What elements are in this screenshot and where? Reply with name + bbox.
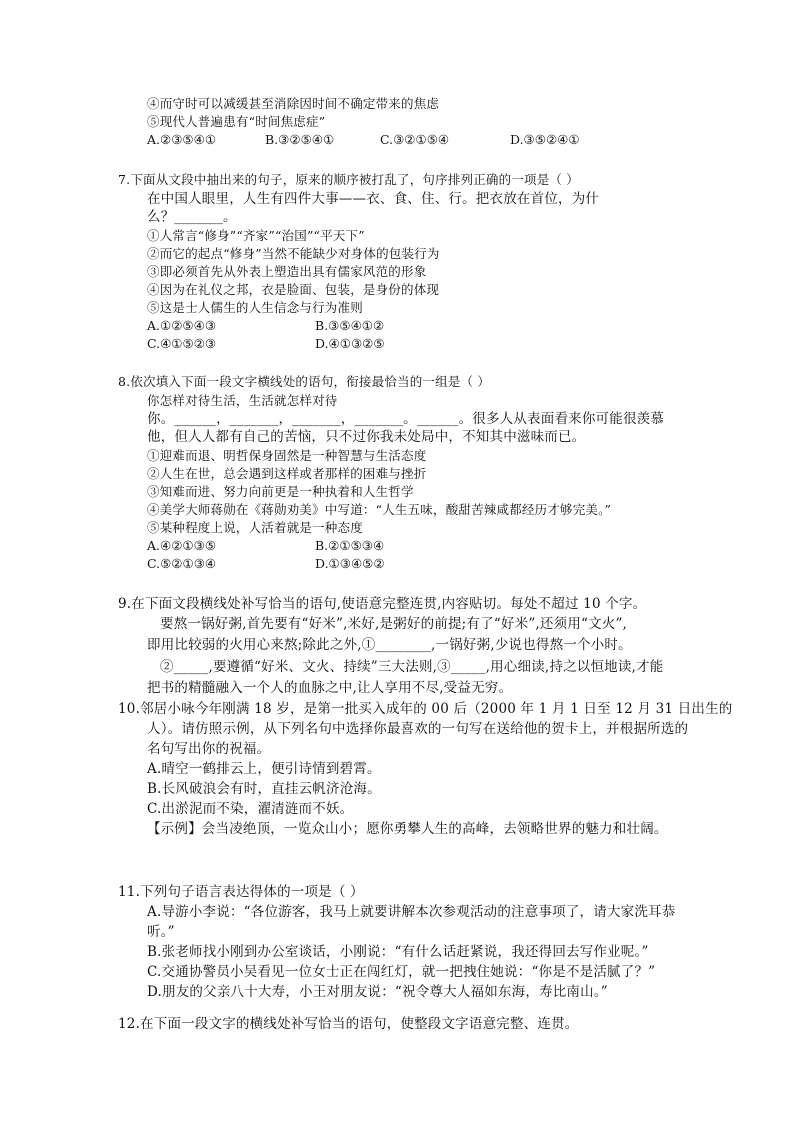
q8-passage-line1: 你怎样对待生活，生活就怎样对待	[147, 393, 338, 408]
q8-option-b: B.②①⑤③④	[315, 538, 385, 553]
q8-option-d: D.①③④⑤②	[315, 556, 385, 571]
q12-stem: 12.在下面一段文字的横线处补写恰当的语句，使整段文字语意完整、连贯。	[118, 1016, 579, 1032]
q7-item-4: ④因为在礼仪之邦，衣是脸面、包装，是身份的体现	[147, 282, 440, 297]
q7-option-c: C.④①⑤②③	[147, 336, 217, 351]
q11-stem: 11.下列句子语言表达得体的一项是（ ）	[118, 884, 364, 900]
q7-item-3: ③即必须首先从外表上塑造出具有儒家风范的形象	[147, 264, 427, 279]
q7-passage-line2: 么？_______。	[147, 209, 237, 225]
q8-item-3: ③知难而进、努力向前更是一种执着和人生哲学	[147, 484, 414, 499]
q7-passage-line1: 在中国人眼里，人生有四件大事——衣、食、住、行。把衣放在首位，为什	[147, 191, 600, 207]
q10-item-c: C.出淤泥而不染，濯清涟而不妖。	[147, 801, 354, 817]
intro-option-c: C.③②①⑤④	[380, 132, 450, 147]
q11-option-c: C.交通协警员小吴看见一位女士正在闯红灯，就一把拽住她说：“你是不是活腻了？”	[147, 964, 656, 980]
intro-option-a: A.②③⑤④①	[147, 132, 217, 147]
q8-option-c: C.⑤②①③④	[147, 556, 217, 571]
q8-item-4: ④美学大师蒋勋在《蒋勋劝美》中写道：“人生五味，酸甜苦辣咸都经历才够完美。”	[147, 502, 612, 517]
q7-item-1: ①人常言“修身”“齐家”“治国”“平天下”	[147, 228, 365, 243]
q9-passage-line1: 要熬一锅好粥,首先要有“好米”,米好,是粥好的前提;有了“好米”,还须用“文火”,	[160, 616, 628, 632]
q10-stem-line1: 10.邻居小咏今年刚满 18 岁，是第一批买入成年的 00 后（2000 年 1 月 1 日至 12 月 31 日出生的	[118, 701, 733, 717]
q11-option-d: D.朋友的父亲八十大寿，小王对朋友说：“祝令尊大人福如东海，寿比南山。”	[147, 984, 608, 1000]
intro-item-4: ④而守时可以减缓甚至消除因时间不确定带来的焦虑	[147, 96, 440, 111]
q10-item-a: A.晴空一鹤排云上，便引诗情到碧霄。	[147, 761, 381, 777]
q7-stem: 7.下面从文段中抽出来的句子，原来的顺序被打乱了，句序排列正确的一项是（ ）	[118, 172, 580, 187]
intro-option-b: B.③②⑤④①	[265, 132, 335, 147]
q8-item-2: ②人生在世，总会遇到这样或者那样的困难与挫折	[147, 466, 427, 481]
q10-stem-line3: 名句写出你的祝福。	[147, 741, 271, 757]
q8-option-a: A.④②①③⑤	[147, 538, 217, 553]
q8-passage-line2: 你。______，_______，_______，_______。______。很多人从表面看来你可能很羡慕	[147, 411, 665, 427]
q7-item-2: ②而它的起点“修身”当然不能缺少对身体的包装行为	[147, 246, 440, 261]
q9-passage-line4: 把书的精髓融入一个人的血脉之中,让人享用不尽,受益无穷。	[147, 680, 513, 696]
q8-stem: 8.依次填入下面一段文字横线处的语句，衔接最恰当的一组是（ ）	[118, 374, 491, 389]
q10-item-b: B.长风破浪会有时，直挂云帆济沧海。	[147, 781, 381, 797]
q7-option-a: A.①②⑤④③	[147, 318, 217, 333]
q9-passage-line2: 即用比较弱的火用心来熬;除此之外,①________,一锅好粥,少说也得熬一个小时。	[147, 637, 632, 653]
q10-example: 【示例】会当凌绝顶，一览众山小；愿你勇攀人生的高峰，去领略世界的魅力和壮阔。	[147, 821, 668, 837]
q8-item-5: ⑤某种程度上说，人活着就是一种态度	[147, 520, 363, 535]
q7-option-d: D.④①③②⑤	[315, 336, 385, 351]
intro-option-d: D.③⑤②④①	[510, 132, 580, 147]
q11-option-a-line2: 听。”	[147, 924, 175, 940]
intro-item-5: ⑤现代人普遍患有“时间焦虑症”	[147, 114, 326, 129]
q9-stem: 9.在下面文段横线处补写恰当的语句,使语意完整连贯,内容贴切。每处不超过 10 个字。	[118, 596, 647, 612]
q7-option-b: B.③⑤④①②	[315, 318, 385, 333]
q9-passage-line3: ②_____,要遵循“好米、文火、持续”三大法则,③_____,用心细读,持之以恒地读,才能	[160, 659, 664, 675]
q7-item-5: ⑤这是士人儒生的人生信念与行为准则	[147, 300, 363, 315]
q11-option-a-line1: A.导游小李说：“各位游客，我马上就要讲解本次参观活动的注意事项了，请大家洗耳恭	[147, 904, 676, 920]
q8-item-1: ①迎难而退、明哲保身固然是一种智慧与生活态度	[147, 448, 427, 463]
q10-stem-line2: 人）。请仿照示例，从下列名句中选择你最喜欢的一句写在送给他的贺卡上，并根据所选的	[147, 721, 689, 737]
q11-option-b: B.张老师找小刚到办公室谈话，小刚说：“有什么话赶紧说，我还得回去写作业呢。”	[147, 944, 649, 960]
q8-passage-line3: 他，但人人都有自己的苦恼，只不过你我未处局中，不知其中滋味而已。	[147, 429, 586, 445]
